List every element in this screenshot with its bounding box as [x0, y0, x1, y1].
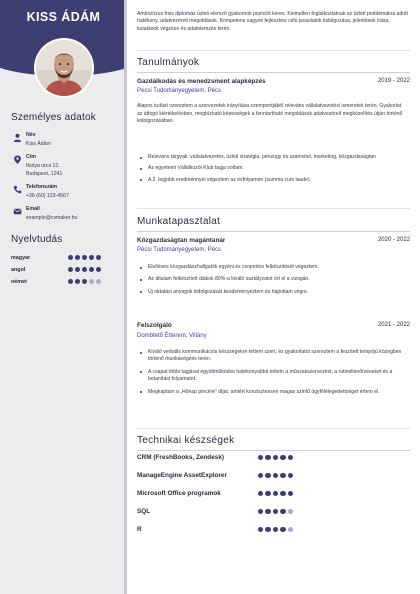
job-employer: Pécsi Tudományegyetem, Pécs [137, 247, 222, 253]
skill-level-dots [258, 527, 295, 545]
sidebar [0, 0, 127, 594]
rating-dot-filled [273, 527, 278, 532]
job-bullets [137, 349, 407, 396]
skill-level-dots [258, 455, 295, 473]
rating-dot-filled [89, 267, 94, 272]
skill-row [137, 490, 410, 500]
rating-dot-filled [258, 455, 263, 460]
job-bullets [137, 264, 407, 296]
contact-label-phone: Telefonszám [26, 184, 58, 190]
rating-dot-filled [265, 491, 270, 496]
contact-label-email: Email [26, 206, 40, 212]
rating-dot-filled [96, 255, 101, 260]
education-institution: Pécsi Tudományegyetem, Pécs [137, 88, 222, 94]
rating-dot-filled [258, 527, 263, 532]
contact-value-email: example@cvmaker.hu [26, 215, 78, 221]
skill-name: R [137, 526, 142, 533]
skills-heading: Technikai készségek [137, 435, 235, 446]
language-name: magyar [11, 255, 31, 261]
skill-row [137, 508, 410, 518]
list-item: Megkaptam a „Hónap pincére” díjat, amiért konzisztensen magas szintű ügyfélélegedettséget értem el. [137, 389, 407, 396]
education-date: 2019 - 2022 [377, 78, 410, 84]
candidate-name: KISS ÁDÁM [26, 10, 101, 24]
rating-dot-filled [288, 491, 293, 496]
rating-dot-empty [288, 509, 293, 514]
education-bullets [137, 154, 407, 184]
language-row [11, 278, 117, 287]
rating-dot-filled [265, 509, 270, 514]
rating-dot-filled [75, 279, 80, 284]
rating-dot-filled [258, 509, 263, 514]
language-name: angol [11, 267, 26, 273]
rating-dot-empty [96, 279, 101, 284]
user-icon [13, 133, 22, 142]
contact-value-address-line2: Budapest, 1241 [26, 171, 63, 177]
rating-dot-filled [75, 267, 80, 272]
language-name: német [11, 279, 27, 285]
education-heading: Tanulmányok [137, 57, 200, 68]
job-title: Közgazdaságtan magántanár [137, 237, 226, 244]
language-level-dots [68, 255, 103, 261]
list-item: Új oktatási anyagok kidolgozását kezdeményeztem és hajtottam végre. [137, 289, 407, 296]
languages-heading: Nyelvtudás [11, 234, 63, 245]
skill-row [137, 454, 410, 464]
rating-dot-filled [82, 267, 87, 272]
list-item: A csapat többi tagjával együttműködve hatékonyabbá tettem a műszakszervezést, a rutinellenőrzéseket és a betanítási folyamatot. [137, 369, 407, 384]
personal-details-heading: Személyes adatok [11, 112, 96, 123]
phone-icon [13, 185, 22, 194]
rating-dot-filled [288, 455, 293, 460]
contact-value-address-line1: Ibolya utca 12. [26, 163, 60, 169]
divider [137, 50, 410, 51]
avatar-portrait [36, 40, 92, 96]
profile-summary: Ambiciózus friss diplomás üzleti elemző gyakornok pozíciót keres. Kiemelten foglalkoztatnak az üzleti problémákra adott hatékony, adatvezérelt megoldások. Kompetens vagyok fejlesztési célú javaslatok kidolgozása, jelentések írása, kutatások végzése és adatelemzés terén. [137, 11, 408, 32]
job-employer: Dombtető Étterem, Villány [137, 333, 207, 339]
rating-dot-filled [89, 255, 94, 260]
contact-value-phone: +36 (60) 123-4567 [26, 193, 69, 199]
rating-dot-filled [280, 509, 285, 514]
rating-dot-filled [280, 455, 285, 460]
rating-dot-filled [288, 473, 293, 478]
profile-photo [34, 38, 94, 98]
list-item: Elsőéves közgazdászhallgatók egyéni és csoportos felkészítését végeztem. [137, 264, 407, 271]
contact-value-name: Kiss Ádám [26, 141, 51, 147]
list-item: A 2. legjobb eredménnyel végeztem az évfolyamon (summa cum laude). [137, 177, 407, 184]
list-item: Kiváló verbális kommunikációs készségekre tettem szert, és gyakorlatot szereztem a feszített tempójú közegben történő munkavégzés terén. [137, 349, 407, 364]
list-item: Az általam felkészített diákok 80%-a kiváló osztályzatot ért el a vizsgán. [137, 276, 407, 283]
divider [137, 450, 410, 451]
rating-dot-filled [258, 473, 263, 478]
language-row [11, 266, 117, 275]
email-icon [13, 207, 22, 216]
rating-dot-filled [96, 267, 101, 272]
rating-dot-filled [75, 255, 80, 260]
job-date: 2020 - 2022 [377, 237, 410, 243]
rating-dot-filled [258, 491, 263, 496]
rating-dot-filled [280, 527, 285, 532]
rating-dot-filled [273, 473, 278, 478]
rating-dot-filled [273, 509, 278, 514]
job-title: Felszolgáló [137, 322, 172, 329]
job-date: 2021 - 2022 [377, 322, 410, 328]
skill-name: ManageEngine AssetExplorer [137, 472, 227, 479]
skill-name: CRM (FreshBooks, Zendesk) [137, 454, 224, 461]
divider [137, 72, 410, 73]
divider [137, 428, 410, 429]
rating-dot-filled [68, 267, 73, 272]
rating-dot-filled [280, 491, 285, 496]
contact-label-name: Név [26, 132, 36, 138]
contact-label-address: Cím [26, 154, 36, 160]
rating-dot-filled [68, 279, 73, 284]
rating-dot-filled [82, 255, 87, 260]
rating-dot-filled [265, 527, 270, 532]
rating-dot-empty [89, 279, 94, 284]
list-item: Releváns tárgyak: vállalatvezetés, üzleti stratégia, pénzügy és számvitel, marketing, közgazdaságtan [137, 154, 407, 161]
rating-dot-filled [82, 279, 87, 284]
experience-heading: Munkatapasztalat [137, 216, 221, 227]
education-description: Alapos tudást szereztem a szervezetek irányítása szempontjából releváns vállalatvezetési ismeretek terén. Gyakorlat az átfogó kiértékelésben, megbízható képességek a fenntartható megoldások adatvezérelt megközelítés útján történő kidolgozásában. [137, 103, 403, 124]
skill-name: Microsoft Office programok [137, 490, 221, 497]
divider [137, 231, 410, 232]
language-level-dots [68, 279, 103, 285]
skill-row [137, 472, 410, 482]
language-row [11, 254, 117, 263]
rating-dot-filled [273, 455, 278, 460]
language-level-dots [68, 267, 103, 273]
education-title: Gazdálkodás és menedzsment alapképzés [137, 78, 266, 85]
rating-dot-empty [288, 527, 293, 532]
location-icon [13, 155, 22, 164]
divider [137, 208, 410, 209]
skill-row [137, 526, 410, 536]
rating-dot-filled [68, 255, 73, 260]
skill-level-dots [258, 491, 295, 509]
list-item: Az egyetemi Vállalkozói Klub tagja voltam. [137, 165, 407, 172]
skill-level-dots [258, 473, 295, 491]
skill-level-dots [258, 509, 295, 527]
main-content [127, 0, 420, 594]
skill-name: SQL [137, 508, 151, 515]
rating-dot-filled [265, 473, 270, 478]
rating-dot-filled [280, 473, 285, 478]
rating-dot-filled [273, 491, 278, 496]
rating-dot-filled [265, 455, 270, 460]
